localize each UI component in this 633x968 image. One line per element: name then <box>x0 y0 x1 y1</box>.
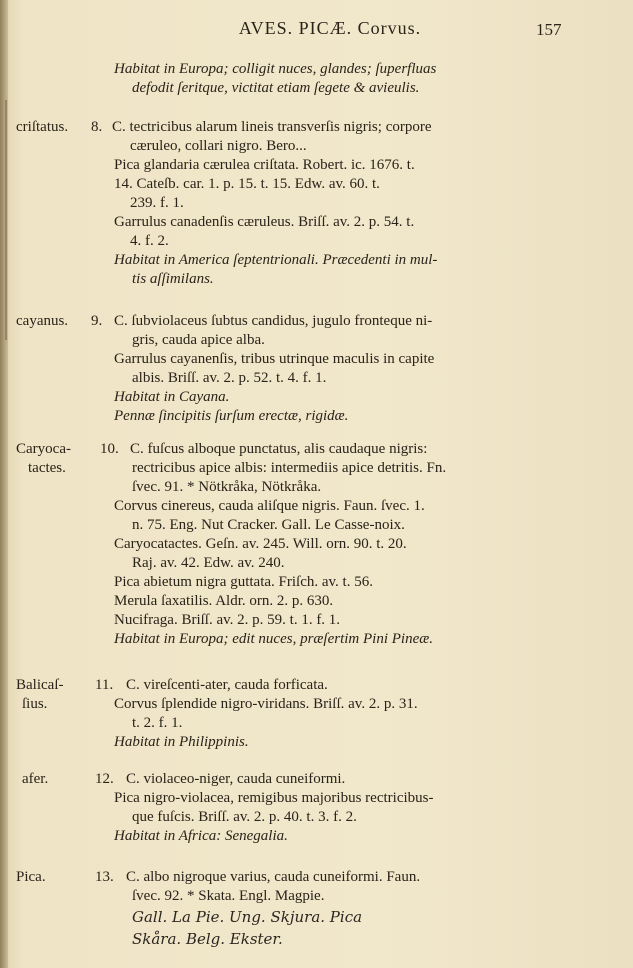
page-number: 157 <box>536 20 562 39</box>
entry-number: 11. <box>95 677 114 693</box>
entry-line: Pennæ ſincipitis ſurſum erectæ, rigidæ. <box>114 408 349 424</box>
species-name: criſtatus. <box>16 119 69 135</box>
entry-line: Skåra. Belg. Ekster. <box>132 930 283 948</box>
entry-line: C. ſubviolaceus ſubtus candidus, jugulo fronteque ni- <box>114 313 433 329</box>
entry-line: Pica abietum nigra guttata. Friſch. av. t. 56. <box>114 574 373 590</box>
entry-number: 12. <box>95 771 114 787</box>
species-name: Caryoca- <box>16 441 71 457</box>
entry-line: Merula ſaxatilis. Aldr. orn. 2. p. 630. <box>114 593 334 609</box>
entry-line: Corvus cinereus, cauda aliſque nigris. Faun. ſvec. 1. <box>114 498 425 514</box>
entry-line: 4. f. 2. <box>130 233 169 249</box>
entry-line: Pica nigro-violacea, remigibus majoribus rectricibus- <box>114 790 434 806</box>
page-header <box>0 14 633 44</box>
entry-line: que fuſcis. Briſſ. av. 2. p. 40. t. 3. f. 2. <box>132 809 357 825</box>
species-name-cont: tactes. <box>28 460 66 476</box>
entry-number: 9. <box>91 313 103 329</box>
entry-line: Corvus ſplendide nigro-viridans. Briſſ. av. 2. p. 31. <box>114 696 418 712</box>
entry-line: C. tectricibus alarum lineis transverſis nigris; corpore <box>112 119 432 135</box>
entry-line <box>130 137 307 156</box>
intro-line: Habitat in Europa; colligit nuces, glandes; ſuperfluas <box>114 61 437 77</box>
species-name: afer. <box>22 771 49 787</box>
entry-line: Garrulus canadenſis cæruleus. Briſſ. av. 2. p. 54. t. <box>114 214 415 230</box>
entry-line: Nucifraga. Briſſ. av. 2. p. 59. t. 1. f. 1. <box>114 612 341 628</box>
species-name: Balicaſ- <box>16 677 64 693</box>
intro-line: defodit ſeritque, victitat etiam ſegete & avieulis. <box>132 80 420 96</box>
species-name-cont: ſius. <box>22 696 48 712</box>
species-name: Pica. <box>16 869 46 885</box>
entry-line: Habitat in Africa: Senegalia. <box>114 828 288 844</box>
species-name: cayanus. <box>16 313 69 329</box>
running-head: AVES. PICÆ. Corvus. <box>238 18 422 38</box>
entry-line: 14. Cateſb. car. 1. p. 15. t. 15. Edw. av. 60. t. <box>114 176 380 192</box>
entry-line: gris, cauda apice alba. <box>132 332 265 348</box>
entry-line: ſvec. 92. * Skata. Engl. Magpie. <box>132 888 325 904</box>
entry-line: rectricibus apice albis: intermediis apice detritis. Fn. <box>132 460 447 476</box>
entry-line: C. vireſcenti-ater, cauda forficata. <box>126 677 328 693</box>
entry-number: 8. <box>91 119 103 135</box>
entry-line: Habitat in Europa; edit nuces, præſertim Pini Pineæ. <box>114 631 433 647</box>
entry-line: 239. f. 1. <box>130 195 184 211</box>
entry-line: C. albo nigroque varius, cauda cuneiformi. Faun. <box>126 869 421 885</box>
entry-line: t. 2. f. 1. <box>132 715 183 731</box>
entry-line: C. violaceo-niger, cauda cuneiformi. <box>126 771 346 787</box>
entry-line: Gall. La Pie. Ung. Skjura. Pica <box>132 908 363 926</box>
entry-line: C. fuſcus alboque punctatus, alis caudaque nigris: <box>130 441 428 457</box>
entry-number: 10. <box>100 441 119 457</box>
entry-line: n. 75. Eng. Nut Cracker. Gall. Le Casse-noix. <box>132 517 405 533</box>
entry-line: Pica glandaria cærulea criſtata. Robert. ic. 1676. t. <box>114 157 415 173</box>
entry-line: ſvec. 91. * Nötkråka, Nötkråka. <box>132 479 322 495</box>
entry-line: albis. Briſſ. av. 2. p. 52. t. 4. f. 1. <box>132 370 327 386</box>
entry-line: Habitat in America ſeptentrionali. Præcedenti in mul- <box>114 252 438 268</box>
entry-line: Habitat in Cayana. <box>114 389 230 405</box>
entry-line: Habitat in Philippinis. <box>114 734 249 750</box>
entry-line: Garrulus cayanenſis, tribus utrinque maculis in capite <box>114 351 435 367</box>
entry-line: tis aſſimilans. <box>132 271 214 287</box>
entry-line: Raj. av. 42. Edw. av. 240. <box>132 555 285 571</box>
entry-number: 13. <box>95 869 114 885</box>
entry-line-text: cæruleo, collari nigro. Bero... <box>130 138 307 154</box>
margin-rule <box>5 100 7 340</box>
entry-line: Caryocatactes. Geſn. av. 245. Will. orn. 90. t. 20. <box>114 536 407 552</box>
